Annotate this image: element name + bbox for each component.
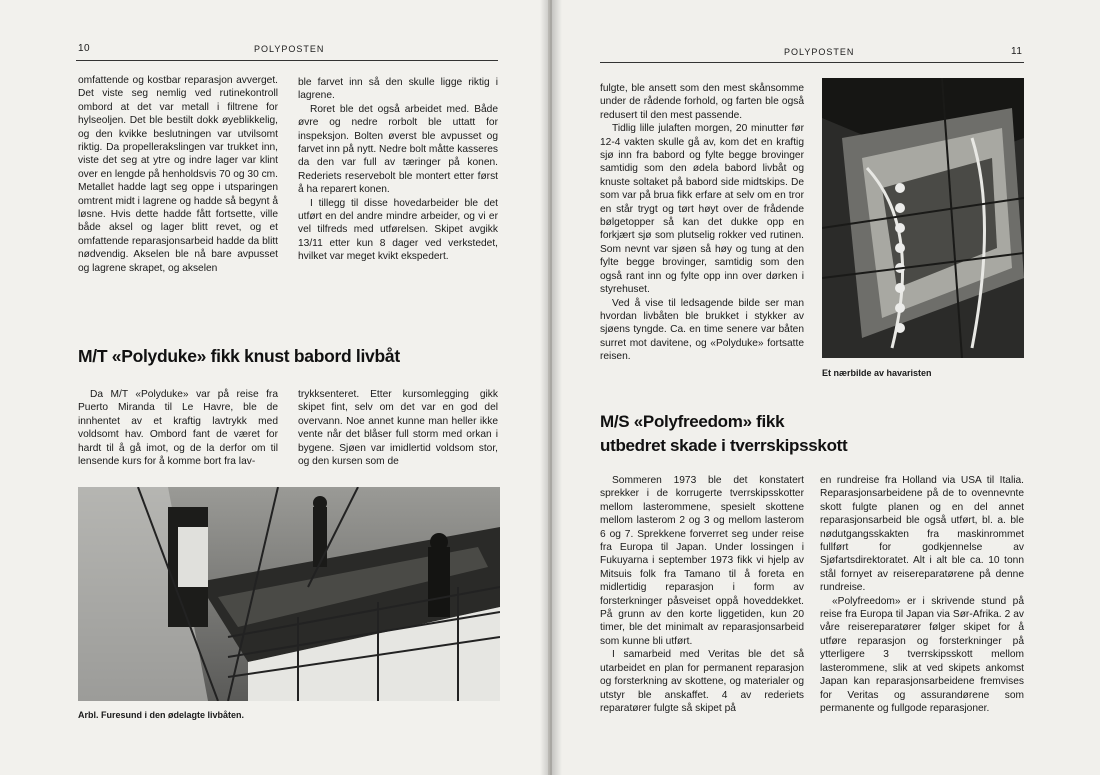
article-headline: M/T «Polyduke» fikk knust babord livbåt bbox=[78, 346, 400, 366]
article-column bbox=[600, 474, 804, 715]
headline-line: M/S «Polyfreedom» fikk bbox=[600, 412, 785, 431]
paragraph: fulgte, ble ansett som den mest skånsomme under de rådende forhold, og farten ble også redusert til den mest passende. bbox=[600, 83, 804, 121]
paragraph: I samarbeid med Veritas ble det så utarbeidet en plan for permanent reparasjon og forsterkning av skottene, og materialer og utstyr ble anskaffet. 4 av rederiets reparatører fulgte så skipet på bbox=[600, 649, 804, 714]
article-column bbox=[78, 74, 278, 275]
paragraph: Ved å vise til ledsagende bilde ser man hvordan livbåten ble brukket i stykker av sjøens tyngde. Ca. en time senere var båten surret mot davitene, og «Polyduke» fortsatte reisen. bbox=[600, 297, 804, 363]
left-page bbox=[0, 0, 548, 775]
paragraph: Roret ble det også arbeidet med. Både øvre og nedre rorbolt ble uttatt for inspeksjon. Bolten øverst ble avpusset og farvet inn på nytt. Nedre bolt måtte kasseres da den var full av tæringer på konen. Rederiets reservebolt ble montert etter først å ha reparert konen. bbox=[298, 103, 498, 196]
paragraph: trykksenteret. Etter kursomlegging gikk skipet fint, selv om det var en god del overvann. Noe annet kunne man heller ikke vente når det blåser full storm med orkan i bygene. Sjøen var imidlertid voldsom stor, og den kursen som de bbox=[298, 389, 498, 468]
article-headline bbox=[600, 410, 847, 458]
book-gutter bbox=[540, 0, 562, 775]
running-head: POLYPOSTEN bbox=[254, 44, 325, 54]
article-column bbox=[820, 474, 1024, 715]
photo-caption: Arbl. Furesund i den ødelagte livbåten. bbox=[78, 710, 245, 720]
paragraph: Da M/T «Polyduke» var på reise fra Puerto Miranda til Le Havre, ble de innhentet av et kraftig lavtrykk med voldsomt hav. Ombord fant de været for hardt til å gå imot, og de la derfor om til lensende kurs for å komme bort fra lav- bbox=[78, 389, 278, 468]
damaged-lifeboat-closeup-photo bbox=[822, 78, 1024, 358]
lifeboat-photo bbox=[78, 487, 500, 701]
paragraph: «Polyfreedom» er i skrivende stund på reise fra Europa til Japan via Sør-Afrika. 2 av våre reisereparatører følger skipet for å utføre reparasjon og forsterkninger på ytterligere 3 tverrskipsskott mellom lasterommene, slik at ved skipets ankomst Japan kan reparasjonsarbeidene fremvises for Veritas og assurandørene som permanente og fullgode reparasjoner. bbox=[820, 595, 1024, 714]
photo-caption: Et nærbilde av havaristen bbox=[822, 368, 932, 378]
article-column bbox=[78, 388, 278, 468]
paragraph: omfattende og kostbar reparasjon avverget. Det viste seg nemlig ved rutinekontroll ombord at det var metall i filtrene for hylseoljen. Det ble bestilt dokk øyeblikkelig, og den kvikke beslutningen var utvilsomt riktig. Da propellerakslingen var trukket inn, viste det seg at ytre og indre lager var klint over en lengde på henholdsvis 70 og 30 cm. Metallet hadde lagt seg oppe i utsparingen omtrent midt i lagrene og hadde så begynt å løsne. Hvis dette hadde fått fortsette, ville både aksel og lager blitt revet, og et omfattende reparasjonsarbeid hadde da blitt nødvendig. Akselen ble nå bare avpusset og lagrene skrapet, og akselen bbox=[78, 75, 278, 274]
paragraph: I tillegg til disse hovedarbeider ble det utført en del andre mindre arbeider, og vi er vel tilfreds med utførelsen. Skipet avgikk 13/11 etter kun 8 dager ved verkstedet, hvilket var meget kvikt ekspedert. bbox=[298, 197, 498, 263]
article-column bbox=[298, 388, 498, 468]
header-rule bbox=[600, 62, 1024, 63]
paragraph: Tidlig lille julaften morgen, 20 minutter før 12-4 vakten skulle gå av, kom det en kraftig sjø inn fra babord og fylte begge brovinger samtidig som den ødela babord livbåt og knuste soltaket på babord side midtskips. De som var på brua fikk erfare at selv om en tror en står trygt og tørt høyt over de frådende bølgetopper så kan det dukke opp en forkjært sjø som plutselig rokker ved rutinen. Som nevnt var sjøen så høy og tung at den fylte begge brovinger, samtidig som den også rant inn og fylte opp inn over dørken i styrehuset. bbox=[600, 123, 804, 296]
page-number: 11 bbox=[1011, 46, 1023, 57]
paragraph: Sommeren 1973 ble det konstatert sprekker i de korrugerte tverrskipsskotter mellom lasterommene, spesielt skottene mellom lasterom 2 og 3 og mellom lasterom 6 og 7. Sprekkene forverret seg under reise fra Europa til Japan. Under lossingen i Fukuyarna i september 1973 fikk vi hjelp av Mitsuis folk fra Tamano til å foreta en midlertidig reparasjon i form av forsterkninger påsveiset oppå hoveddekket. På grunn av den korte liggetiden, kun 20 timer, ble det minimalt av reparasjonsarbeid som kunne bli utført. bbox=[600, 475, 804, 647]
running-head: POLYPOSTEN bbox=[784, 47, 855, 57]
paragraph: ble farvet inn så den skulle ligge riktig i lagrene. bbox=[298, 77, 498, 102]
article-column bbox=[298, 76, 498, 264]
headline-line: utbedret skade i tverrskipsskott bbox=[600, 436, 848, 455]
paragraph: en rundreise fra Holland via USA til Italia. Reparasjonsarbeidene på de to ovennevnte skott fulgte planen og en del annet reparasjonsarbeid ble også utført, bl. a. ble nødutgangsskakten fra maskinrommet fullført for godkjennelse av Sjøfartsdirektoratet. Alt i alt ble ca. 10 tonn stål fornyet av reisereparatørene på denne rundreise. bbox=[820, 475, 1024, 594]
article-column bbox=[600, 82, 804, 364]
page-number: 10 bbox=[78, 43, 91, 54]
right-page bbox=[552, 0, 1100, 775]
header-rule bbox=[76, 60, 498, 61]
